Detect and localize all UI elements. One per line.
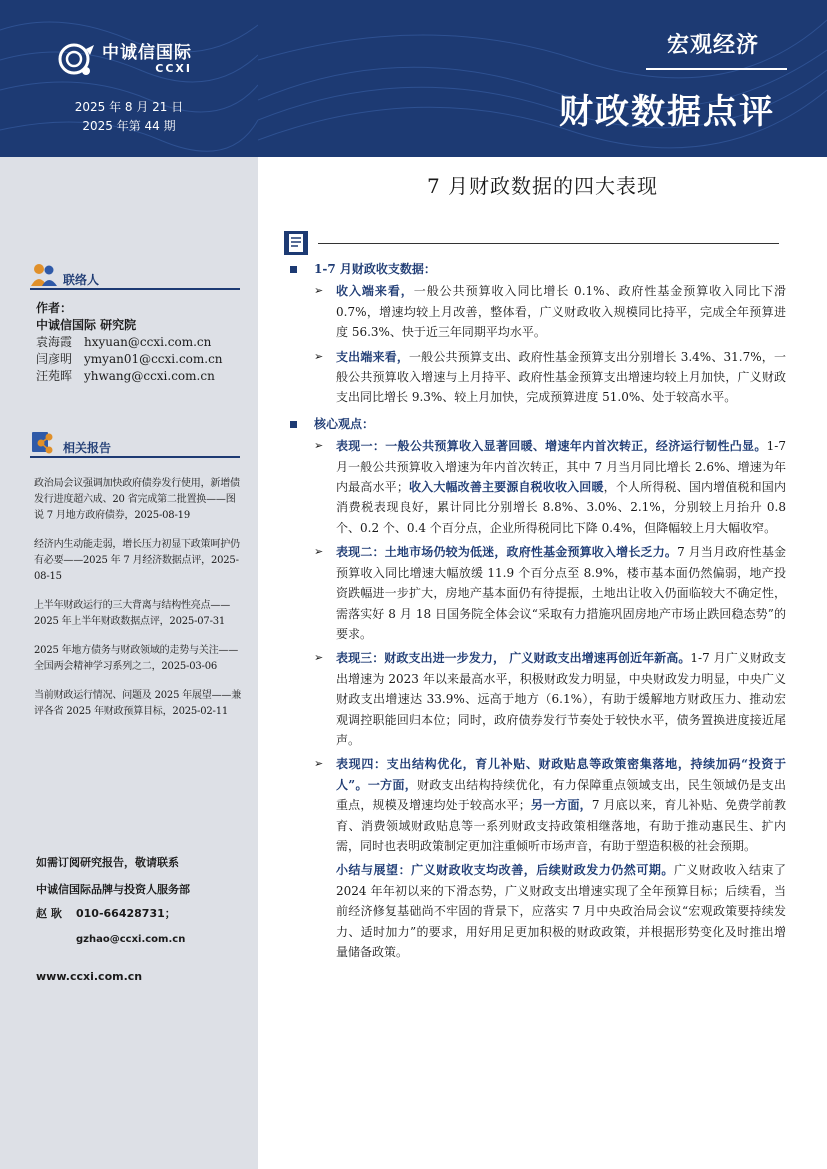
share-network-icon [30,430,56,456]
related-report-link[interactable]: 经济内生动能走弱，增长压力初显下政策呵护仍有必要——2025 年 7 月经济数据点评，2025-08-15 [34,539,240,582]
bullet-text: 1-7 月广义财政支出增速为 2023 年以来最高水平，积极财政发力明显，中央财政发力明显，中央广义财政支出增速达 33.9%、远高于地方（6.1%），有助于缓解地方财政压力、推动宏观调控职能回归本位；同时，政府债券发行节奏处于较快水平，债务置换进度接近尾声。 [336,651,787,747]
related-report-link[interactable]: 上半年财政运行的三大背离与结构性亮点——2025 年上半年财政数据点评，2025-07-31 [34,600,230,627]
bullet-highlight: 收入大幅改善主要源自税收收入回暖 [408,480,604,495]
subscription-contact [36,856,190,984]
section-heading-text: 1-7 月财政收支数据： [314,262,436,276]
related-reports-list [34,476,242,733]
arrow-bullet-icon: ➢ [314,349,324,363]
bullet-lead: 表现三：财政支出进一步发力， 广义财政支出增速再创近年新高。 [336,651,691,666]
author-name: 汪苑晖 [36,369,73,383]
bullet-text: 财政支出结构持续优化，有力保障重点领域支出，民生领域仍是支出重点，规模及增速均处于较高水平； [336,777,786,813]
logo-english-name: CCXI [155,62,192,75]
people-icon [30,262,58,288]
arrow-bullet-icon: ➢ [314,651,324,665]
report-issue: 2025 年第 44 期 [82,119,176,133]
bullet-item [314,648,786,750]
bullet-item [314,436,786,538]
institute-name: 中诚信国际 研究院 [36,318,137,332]
summary-divider [318,243,779,244]
ccxi-logo-icon [56,41,96,77]
author-email[interactable]: hxyuan@ccxi.com.cn [84,335,212,349]
arrow-bullet-icon: ➢ [314,757,324,771]
contact-phone: 010-66428731； [76,907,176,920]
right-header-band [258,0,827,157]
author-row [36,351,223,368]
related-reports-title: 相关报告 [63,441,112,455]
summary-text: 广义财政收入结束了 2024 年年初以来的下滑态势，广义财政支出增速实现了全年预算目标；后续看，当前经济修复基础尚不牢固的背景下，应落实 7 月中央政治局会议“宏观政策要持续发力、适时加力”的要求，用好用足更加积极的财政政策，并根据形势变化及时推出增量储备政策。 [336,863,786,959]
section-divider [30,456,240,458]
logo-chinese-name: 中诚信国际 [102,43,192,63]
contacts-section-header [30,262,240,290]
report-type-title: 财政数据点评 [559,92,775,132]
author-block [36,300,223,385]
section-heading [286,414,786,434]
author-name: 闫彦明 [36,352,73,366]
wave-pattern-icon [258,0,827,157]
report-date: 2025 年 8 月 21 日 [74,100,184,114]
bullet-text: ，个人所得税、国内增值税和国内消费税表现良好，累计同比分别增长 8.8%、3.0%、2.1%，分别较上月抬升 0.8 个、0.2 个、0.4 个百分点，企业所得税同比下降 0.4%，但降幅较上月大幅收窄。 [336,480,786,535]
section-divider [30,288,240,290]
bullet-item [314,542,786,644]
ccxi-logo [56,41,192,77]
bullet-lead: 支出端来看， [336,349,410,364]
author-row [36,334,223,351]
section-heading-text: 核心观点： [314,416,375,431]
section-heading [286,259,786,279]
bullet-lead: 表现四：支出结构优化，育儿补贴、财政贴息等政策密集落地，持续加码“投资于人”。一方面， [336,757,786,792]
bullet-text: 1-7 月一般公共预算收入增速为年内首次转正，其中 7 月当月同比增长 2.6%、增速为年内最高水平； [336,439,786,495]
arrow-bullet-icon: ➢ [314,545,324,559]
report-body [286,259,786,966]
square-bullet-icon [290,266,297,273]
bullet-text: 一般公共预算收入同比增长 0.1%、政府性基金预算收入同比下滑 0.7%，增速均较上月改善，整体看，广义财政收入规模同比持平，完成全年预算进度 56.3%、快于近三年同期平均水平。 [336,284,786,340]
bullet-text: 一般公共预算支出、政府性基金预算支出分别增长 3.4%、31.7%，一般公共预算收入增速与上月持平、政府性基金预算支出增速均较上月加快，广义财政支出同比增长 9.3%、较上月加快，完成预算进度 51.0%、处于较高水平。 [336,349,786,405]
author-email[interactable]: yhwang@ccxi.com.cn [84,369,215,383]
service-department: 中诚信国际品牌与投资人服务部 [36,883,190,896]
square-bullet-icon [290,421,297,428]
related-report-link[interactable]: 当前财政运行情况、问题及 2025 年展望——兼评各省 2025 年财政预算目标，2025-02-11 [34,690,242,717]
author-email[interactable]: ymyan01@ccxi.com.cn [84,352,223,366]
bullet-item [314,754,786,856]
summary-lead: 小结与展望：广义财政收支均改善，后续财政发力仍然可期。 [336,863,674,878]
contact-name: 赵 耿 [36,907,62,920]
left-sidebar [0,0,258,1169]
left-header-band [0,0,258,157]
bullet-text: 7 月底以来，育儿补贴、免费学前教育、消费领域财政贴息等一系列财政支持政策相继落地，有助于推动惠民生、扩内需，同时也表明政策制定更加注重倾听市场声音，有助于塑造积极的社会预期。 [336,798,786,853]
summary-paragraph [336,860,786,962]
summary-document-icon [281,228,311,258]
related-reports-header [30,430,240,458]
bullet-item [314,281,786,342]
related-report-link[interactable]: 政治局会议强调加快政府债券发行使用，新增债发行进度超六成、20 省完成第二批置换——图说 7 月地方政府债券，2025-08-19 [34,478,240,521]
author-row [36,368,223,385]
bullet-text: 7 月当月政府性基金预算收入同比增速大幅放缓 11.9 个百分点至 8.9%，楼市基本面仍然偏弱，地产投资跌幅进一步扩大，房地产基本面仍有待提振，土地出让收入仍面临较大不确定性，需落实好 8 月 18 日国务院全体会议“采取有力措施巩固房地产市场止跌回稳态势”的要求。 [336,545,786,641]
website-link[interactable]: www.ccxi.com.cn [36,970,143,983]
bullet-highlight: 另一方面， [530,798,592,813]
bullet-item [314,347,786,408]
arrow-bullet-icon: ➢ [314,284,324,298]
author-label: 作者： [36,301,73,315]
contact-email[interactable]: gzhao@ccxi.com.cn [76,934,186,945]
bullet-lead: 收入端来看， [336,284,414,299]
bullet-lead: 表现一：一般公共预算收入显著回暖、增速年内首次转正，经济运行韧性凸显。 [336,439,767,454]
bullet-lead: 表现二：土地市场仍较为低迷，政府性基金预算收入增长乏力。 [336,545,678,560]
category-divider [646,68,787,70]
author-name: 袁海霞 [36,335,73,349]
arrow-bullet-icon: ➢ [314,439,324,453]
document-title: 7 月财政数据的四大表现 [426,174,659,198]
report-category: 宏观经济 [666,33,759,58]
subscribe-text: 如需订阅研究报告，敬请联系 [36,856,179,869]
related-report-link[interactable]: 2025 年地方债务与财政领域的走势与关注——全国两会精神学习系列之二，2025-03-06 [34,645,239,672]
contacts-section-title: 联络人 [63,273,100,287]
